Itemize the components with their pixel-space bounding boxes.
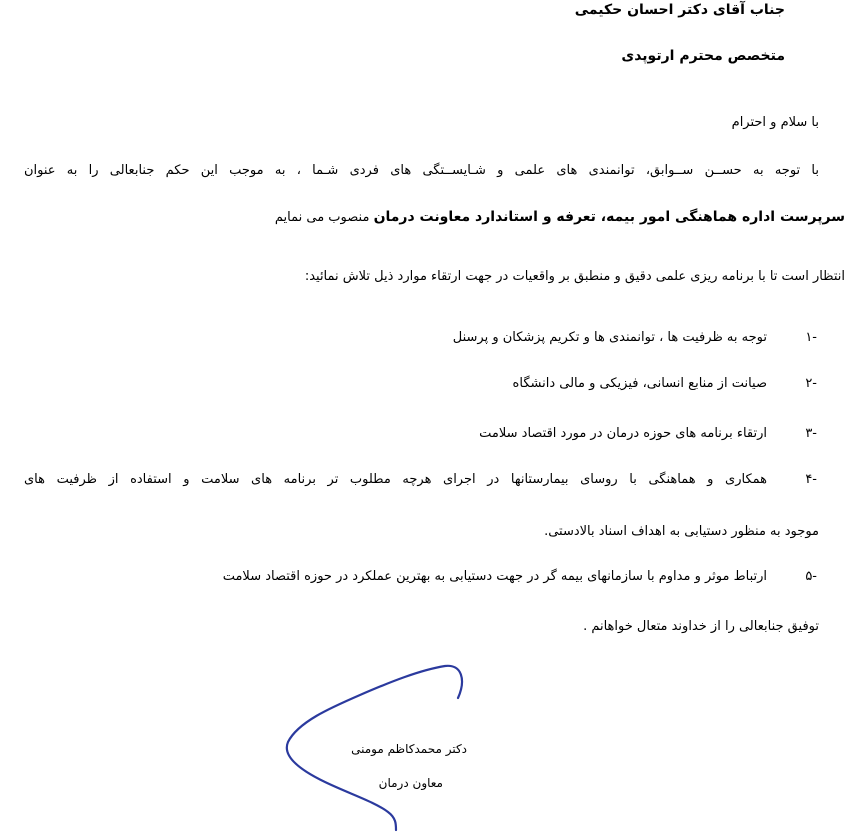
list-item: ارتقاء برنامه های حوزه درمان در مورد اقتصاد سلامت xyxy=(479,426,767,441)
list-item: همکاری و هماهنگی با روسای بیمارستانها در اجرای هرچه مطلوب تر برنامه های سلامت و استفاده از ظرفیت های xyxy=(24,472,767,487)
item-number: -۴ xyxy=(805,472,817,487)
signer-name: دکتر محمدکاظم مومنی xyxy=(351,742,467,756)
list-item: توجه به ظرفیت ها ، توانمندی ها و تکریم پزشکان و پرسنل xyxy=(452,330,767,345)
item-number: -۲ xyxy=(805,376,817,391)
item-number: -۳ xyxy=(805,426,817,441)
appointment-position: سرپرست اداره هماهنگی امور بیمه، تعرفه و استاندارد معاونت درمان xyxy=(373,209,845,225)
recipient-name: جناب آقای دکتر احسان حکیمی xyxy=(574,2,785,18)
recipient-title: متخصص محترم ارتوپدی xyxy=(621,48,785,64)
closing-line: توفیق جنابعالی را از خداوند متعال خواهانم . xyxy=(583,619,819,634)
expectation-line: انتظار است تا با برنامه ریزی علمی دقیق و منطبق بر واقعیات در جهت ارتقاء موارد ذیل تلاش نمائید: xyxy=(304,269,845,284)
intro-line: با توجه به حســن ســوابق، توانمندی های علمی و شـایســتگی های فردی شـما ، به موجب این حکم جنابعالی را به عنوان xyxy=(24,163,819,178)
item-number: -۱ xyxy=(805,330,817,345)
greeting: با سلام و احترام xyxy=(731,115,819,130)
list-item-continuation: موجود به منظور دستیابی به اهداف اسناد بالادستی. xyxy=(544,524,819,539)
appointment-suffix: منصوب می نمایم xyxy=(274,210,370,225)
item-number: -۵ xyxy=(805,569,817,584)
appointment-line xyxy=(275,207,845,228)
list-item: ارتباط موثر و مداوم با سازمانهای بیمه گر در جهت دستیابی به بهترین عملکرد در حوزه اقتصاد سلامت xyxy=(222,569,767,584)
signer-title: معاون درمان xyxy=(378,776,443,790)
list-item: صیانت از منابع انسانی، فیزیکی و مالی دانشگاه xyxy=(512,376,767,391)
